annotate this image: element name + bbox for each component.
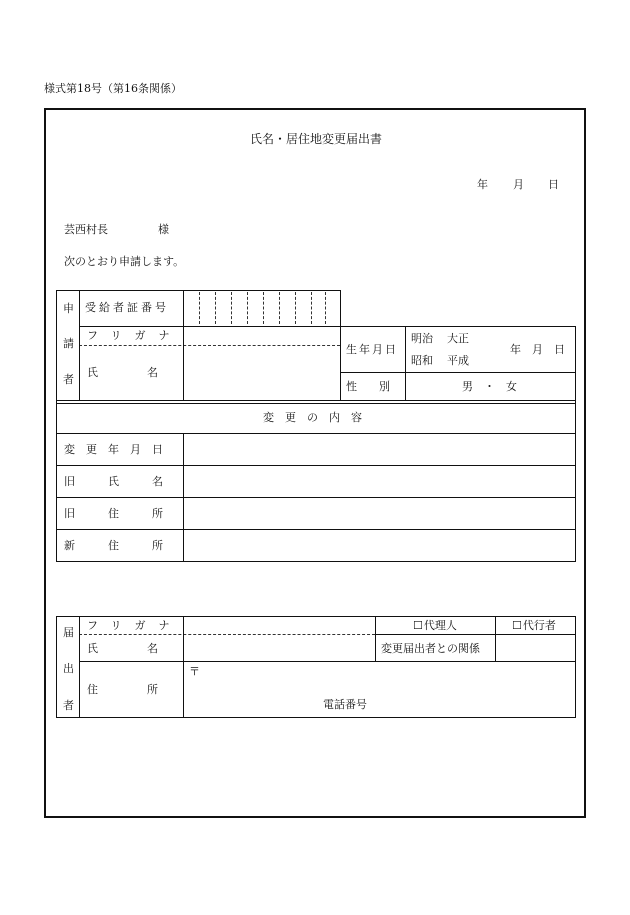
phone-label: 電話番号 — [323, 698, 367, 711]
agent-checkbox[interactable] — [413, 620, 457, 631]
applicant-label-3: 者 — [63, 373, 74, 386]
applicant-label-2: 請 — [63, 337, 74, 350]
submitter-furigana-input[interactable] — [184, 617, 374, 633]
date-month-label: 月 — [513, 178, 524, 191]
request-text: 次のとおり申請します。 — [64, 255, 185, 268]
change-row-label: 旧 住 所 — [64, 507, 163, 520]
submitter-address-input[interactable] — [184, 679, 574, 695]
submitter-furigana-label: フリガナ — [87, 619, 183, 632]
submitter-address-label: 住 所 — [87, 683, 162, 696]
submitter-label-3: 者 — [63, 699, 74, 712]
relation-input[interactable] — [497, 636, 574, 660]
cert-number-input[interactable] — [184, 291, 339, 325]
sex-label: 性 別 — [346, 380, 390, 393]
era-taisho[interactable]: 大正 — [447, 332, 469, 345]
honorific: 様 — [158, 223, 169, 236]
applicant-furigana-input[interactable] — [184, 327, 339, 344]
birth-ymd: 年 月 日 — [510, 343, 565, 356]
applicant-name-label: 氏 名 — [87, 366, 162, 379]
submitter-label-1: 届 — [63, 626, 74, 639]
postal-mark: 〒 — [189, 665, 200, 678]
applicant-furigana-label: フリガナ — [87, 329, 183, 342]
applicant-name-input[interactable] — [184, 346, 339, 399]
change-row-label: 旧 氏 名 — [64, 475, 163, 488]
form-frame — [44, 108, 586, 818]
era-heisei[interactable]: 平成 — [447, 354, 469, 367]
form-number: 様式第18号（第16条関係） — [44, 82, 182, 95]
change-row-label: 新 住 所 — [64, 539, 163, 552]
era-showa[interactable]: 昭和 — [411, 354, 433, 367]
change-row-label: 変 更 年 月 日 — [64, 443, 163, 456]
submitter-name-input[interactable] — [184, 636, 374, 660]
form-title: 氏名・居住地変更届出書 — [250, 132, 383, 146]
proxy-label: 代行者 — [522, 619, 556, 632]
addressee: 芸西村長 — [64, 223, 108, 236]
applicant-label-1: 申 — [63, 302, 74, 315]
era-meiji[interactable]: 明治 — [411, 332, 433, 345]
submitter-label-2: 出 — [63, 662, 74, 675]
submitter-name-label: 氏 名 — [87, 642, 162, 655]
change-header: 変 更 の 内 容 — [263, 411, 362, 424]
cert-number-label: 受給者証番号 — [85, 301, 169, 314]
sex-options[interactable]: 男 ・ 女 — [462, 380, 517, 393]
proxy-checkbox[interactable] — [512, 620, 556, 631]
checkbox-icon[interactable]: ☐ — [512, 619, 522, 632]
date-day-label: 日 — [548, 178, 559, 191]
birthdate-label: 生年月日 — [346, 343, 398, 356]
agent-label: 代理人 — [423, 619, 457, 632]
relation-label: 変更届出者との関係 — [381, 642, 480, 655]
checkbox-icon[interactable]: ☐ — [413, 619, 423, 632]
date-year-label: 年 — [477, 178, 488, 191]
